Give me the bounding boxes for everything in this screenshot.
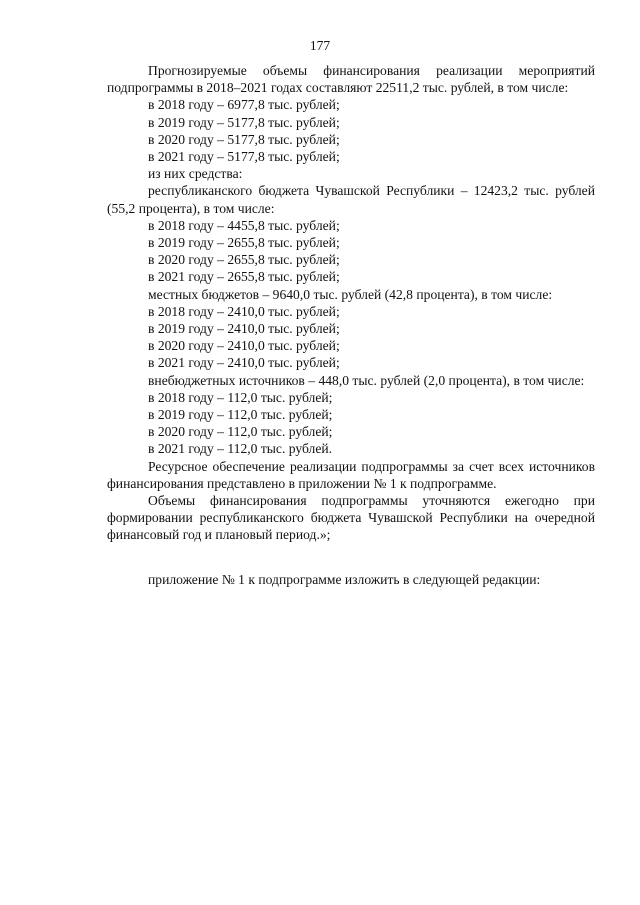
local-2018: в 2018 году – 2410,0 тыс. рублей; [148, 303, 340, 319]
republic-2018: в 2018 году – 4455,8 тыс. рублей; [148, 217, 340, 233]
total-2019: в 2019 году – 5177,8 тыс. рублей; [148, 114, 340, 130]
extrabudget-intro: внебюджетных источников – 448,0 тыс. рублей (2,0 процента), в том числе: [148, 372, 585, 388]
republic-budget-intro: республиканского бюджета Чувашской Республики – 12423,2 тыс. рублей (55,2 процента), в том числе: [107, 183, 595, 216]
resource-provision-paragraph: Ресурсное обеспечение реализации подпрограммы за счет всех источников финансирования представлено в приложении № 1 к подпрограмме. [107, 458, 595, 491]
clarification-paragraph: Объемы финансирования подпрограммы уточняются ежегодно при формировании республиканского бюджета Чувашской Республики на очередной финансовый год и плановый период.»; [107, 493, 595, 543]
spacer [107, 544, 595, 571]
local-2021: в 2021 году – 2410,0 тыс. рублей; [148, 355, 340, 371]
of-which-line: из них средства: [148, 166, 243, 182]
total-2020: в 2020 году – 5177,8 тыс. рублей; [148, 131, 340, 147]
local-2019: в 2019 году – 2410,0 тыс. рублей; [148, 321, 340, 337]
extrabudget-2021: в 2021 году – 112,0 тыс. рублей. [148, 441, 333, 457]
document-body [107, 62, 595, 588]
republic-2020: в 2020 году – 2655,8 тыс. рублей; [148, 252, 340, 268]
extrabudget-2020: в 2020 году – 112,0 тыс. рублей; [148, 424, 333, 440]
local-budget-intro: местных бюджетов – 9640,0 тыс. рублей (42,8 процента), в том числе: [148, 286, 553, 302]
total-2021: в 2021 году – 5177,8 тыс. рублей; [148, 149, 340, 165]
page-number: 177 [309, 38, 331, 53]
paragraph-intro: Прогнозируемые объемы финансирования реализации мероприятий подпрограммы в 2018–2021 годах составляют 22511,2 тыс. рублей, в том числе: [107, 63, 595, 96]
local-2020: в 2020 году – 2410,0 тыс. рублей; [148, 338, 340, 354]
republic-2021: в 2021 году – 2655,8 тыс. рублей; [148, 269, 340, 285]
extrabudget-2019: в 2019 году – 112,0 тыс. рублей; [148, 407, 333, 423]
appendix-instruction: приложение № 1 к подпрограмме изложить в следующей редакции: [148, 571, 541, 587]
republic-2019: в 2019 году – 2655,8 тыс. рублей; [148, 235, 340, 251]
extrabudget-2018: в 2018 году – 112,0 тыс. рублей; [148, 389, 333, 405]
total-2018: в 2018 году – 6977,8 тыс. рублей; [148, 97, 340, 113]
